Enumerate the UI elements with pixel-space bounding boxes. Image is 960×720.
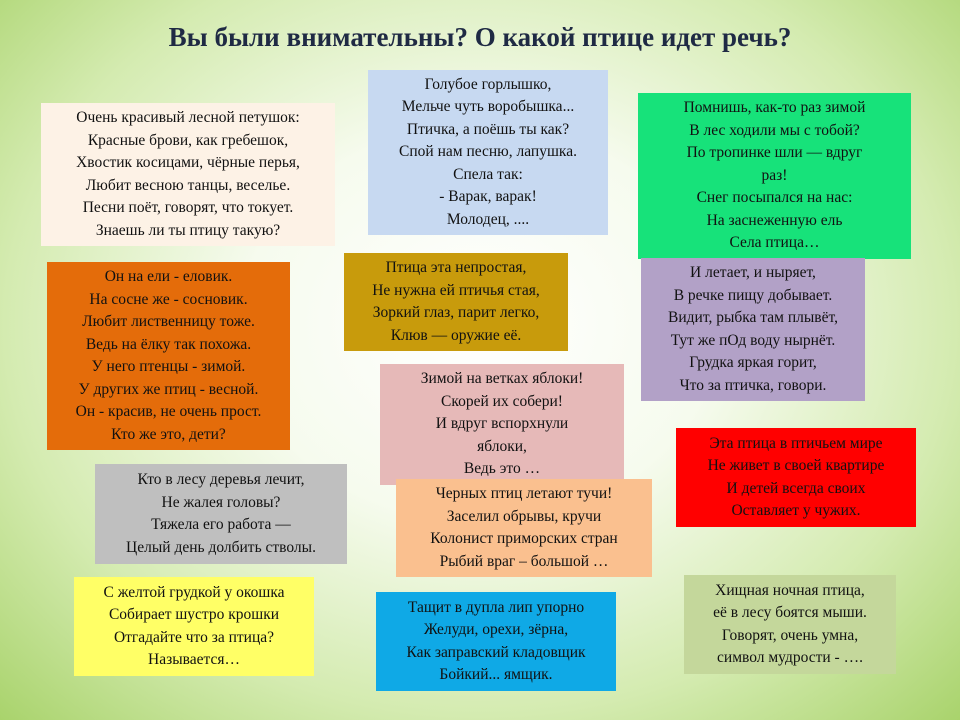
riddle-line: Отгадайте что за птица? [113,628,275,646]
riddle-line: Знаешь ли ты птицу такую? [95,221,281,239]
riddle-line: Видит, рыбка там плывёт, [668,309,838,326]
riddle-line: Любит весною танцы, веселье. [85,176,291,194]
riddle-line: У него птенцы - зимой. [91,358,246,375]
riddle-line: На заснеженную ель [706,211,843,229]
riddle-line: Снег посыпался на нас: [696,189,853,207]
riddle-line: Скорей их собери! [441,392,563,410]
riddle-card [380,364,624,485]
riddle-line: На сосне же - сосновик. [89,290,248,308]
riddle-line: Черных птиц летают тучи! [435,485,613,502]
riddle-line: В лес ходили мы с тобой? [689,121,860,139]
riddle-line: Села птица… [729,234,820,252]
riddle-line: Заселил обрывы, кручи [446,507,602,525]
riddle-line: Хищная ночная птица, [715,581,865,599]
riddle-line: Мельче чуть воробышка... [401,98,575,116]
riddle-line: Тут же пОд воду нырнёт. [670,331,836,349]
riddle-card [396,479,652,577]
riddle-line: По тропинке шли — вдруг [686,144,863,162]
riddle-card [41,103,335,246]
riddle-line: Как заправский кладовщик [406,643,586,661]
riddle-line: Не нужна ей птичья стая, [372,281,540,299]
riddle-line: Он - красив, не очень прост. [75,403,262,420]
riddle-line: Ведь это … [463,460,541,478]
riddle-card [95,464,347,564]
riddle-line: Спой нам песню, лапушка. [399,143,577,161]
page-title: Вы были внимательны? О какой птице идет речь? [168,22,792,52]
riddle-card [641,258,865,401]
riddle-line: Хвостик косицами, чёрные перья, [76,154,300,171]
riddle-line: И детей всегда своих [726,479,866,497]
riddle-line: Красные брови, как гребешок, [87,131,289,149]
riddle-line: Тащит в дупла лип упорно [407,598,585,616]
riddle-line: Он на ели - еловик. [104,268,233,285]
riddle-card [47,262,290,450]
riddle-line: Колонист приморских стран [430,530,618,547]
riddle-line: Помнишь, как-то раз зимой [683,99,866,117]
riddle-line: - Варак, варак! [439,188,537,206]
riddle-line: Рыбий враг – большой … [439,552,609,570]
riddle-line: Говорят, очень умна, [721,626,859,644]
riddle-line: Эта птица в птичьем мире [709,434,883,452]
riddle-line: Кто же это, дети? [111,425,226,443]
riddle-card [368,70,608,235]
riddle-line: Спела так: [453,165,523,183]
riddle-line: яблоки, [477,437,527,455]
riddle-line: У других же птиц - весной. [78,380,259,398]
riddle-line: Птица эта непростая, [385,259,527,276]
riddle-line: И вдруг вспорхнули [435,415,569,433]
riddle-card [376,592,616,691]
riddle-line: Кто в лесу деревья лечит, [137,471,305,488]
riddle-line: Собирает шустро крошки [108,606,280,623]
riddle-line: Не живет в своей квартире [707,457,885,474]
riddle-line: Желуди, орехи, зёрна, [423,621,569,638]
riddle-line: Голубое горлышко, [424,75,552,93]
riddle-line: Оставляет у чужих. [731,502,861,519]
riddle-line: Песни поёт, говорят, что токует. [82,199,294,216]
riddle-card [344,253,568,351]
riddle-line: раз! [761,166,788,184]
riddle-line: С желтой грудкой у окошка [103,583,285,601]
riddle-line: Грудка яркая горит, [689,354,817,371]
riddle-line: её в лесу боятся мыши. [713,604,867,621]
riddle-line: Бойкий... ямщик. [439,666,553,683]
riddle-line: И летает, и ныряет, [690,264,816,281]
riddle-line: Называется… [148,651,240,668]
riddle-line: Целый день долбить стволы. [126,538,316,556]
riddle-line: В речке пищу добывает. [673,286,833,304]
riddle-line: Птичка, а поёшь ты как? [406,120,570,138]
riddle-line: Клюв — оружие её. [390,326,522,344]
riddle-line: Ведь на ёлку так похожа. [85,335,252,353]
riddle-card [676,428,916,527]
riddle-card [74,577,314,676]
riddle-line: Не жалея головы? [161,493,281,511]
riddle-line: Зоркий глаз, парит легко, [372,304,540,321]
riddle-line: Молодец, .... [446,210,530,228]
riddle-card [684,575,896,674]
riddle-line: Любит лиственницу тоже. [82,313,255,330]
riddle-line: Тяжела его работа — [151,516,291,533]
riddle-line: символ мудрости - …. [717,649,863,666]
riddle-line: Зимой на ветках яблоки! [420,370,584,388]
riddle-card [638,93,911,259]
riddle-line: Очень красивый лесной петушок: [76,109,300,126]
riddle-line: Что за птичка, говори. [679,376,827,394]
